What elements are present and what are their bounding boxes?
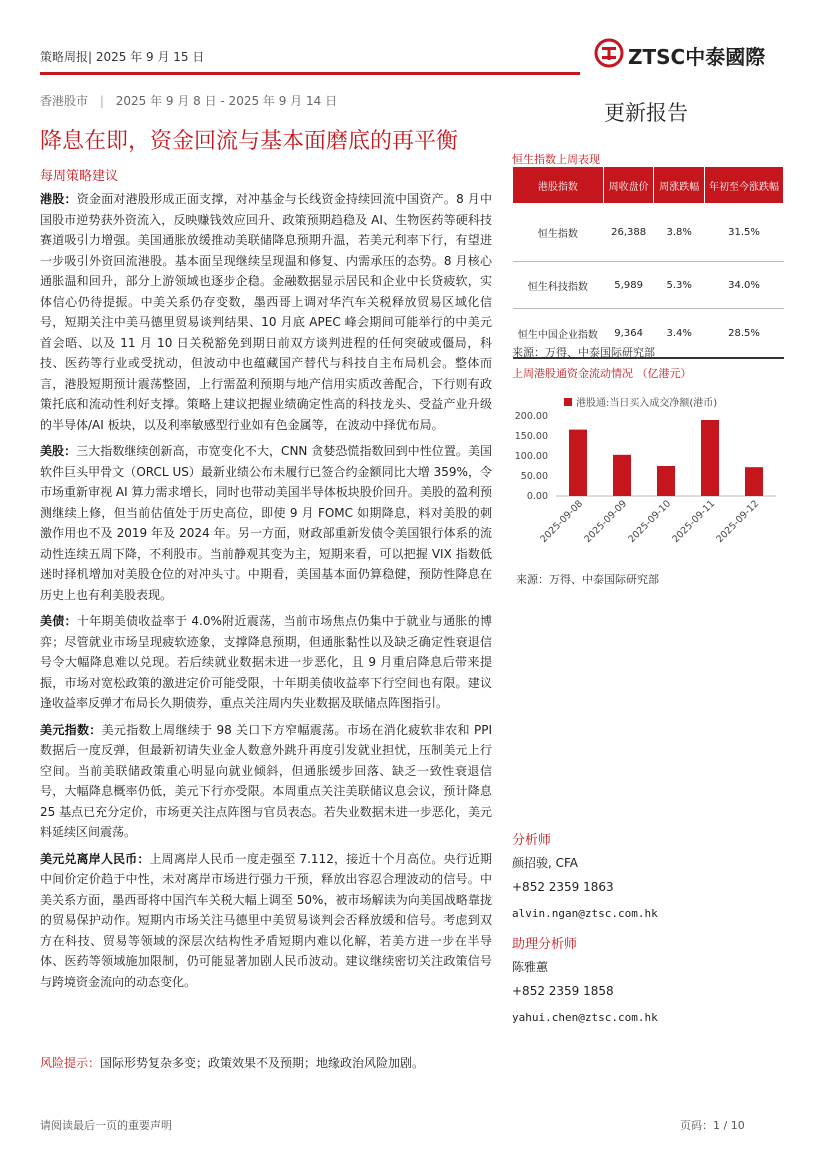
bar: [745, 467, 763, 496]
assistant-analyst-email[interactable]: yahui.chen@ztsc.com.hk: [512, 1011, 658, 1024]
section-heading: 每周策略建议: [40, 169, 119, 184]
market-label: 香港股市: [40, 94, 89, 108]
legend-swatch: [564, 398, 572, 406]
company-logo: [594, 38, 784, 70]
paragraph-usdcnh: [40, 849, 492, 993]
header-divider: [40, 72, 580, 75]
table-cell: 5,989: [603, 262, 654, 309]
flow-chart: [512, 386, 786, 572]
x-tick-label: 2025-09-09: [582, 498, 630, 546]
x-tick-label: 2025-09-12: [714, 498, 762, 546]
y-tick-label: 200.00: [514, 411, 548, 422]
table-cell: 31.5%: [705, 204, 784, 262]
strategy-body: [40, 189, 492, 998]
table-cell: 3.8%: [654, 204, 705, 262]
analyst-name: 颜招骏, CFA: [512, 856, 579, 870]
x-tick-label: 2025-09-08: [538, 498, 586, 546]
paragraph-text: 十年期美债收益率于 4.0%附近震荡，当前市场焦点仍集中于就业与通胀的博弈；尽管就业市场呈现疲软迹象，支撑降息预期，但通胀黏性以及缺乏确定性衰退信号令大幅降息难以兑现。若后续就业数据未进一步恶化，且 9 月重启降息后带来提振，市场对宽松政策的激进定价可能受限，十年期美债收益率下行空间也有限。建议逢收益率反弹才布局长久期债券，重点关注周内失业数据及联储点阵图指引。: [40, 614, 492, 710]
table-cell: 34.0%: [705, 262, 784, 309]
index-table: [512, 166, 784, 359]
y-tick-label: 50.00: [520, 471, 548, 482]
paragraph-text: 三大指数继续创新高，市宽变化不大，CNN 贪婪恐慌指数回到中性位置。美国软件巨头甲骨文（ORCL US）最新业绩公布未履行已签合约金额同比大增 359%，令市场重新审视 AI 算力需求增长，同时也带动美国半导体板块股价回升。美股的盈利预测继续上修，但当前估值处于历史高位，即使 9 月 FOMC 如期降息，料对美股的刺激作用也不及 2019 年及 2024 年。另一方面，财政部重新发债令美国银行体系的流动性连续五周下降，不利股市。当前静观其变为主，短期来看，可以把握 VIX 指数低迷时择机增加对美股仓位的对冲头寸。中期看，美国基本面仍算稳健，预防性降息在历史上也有利美股表现。: [40, 444, 492, 602]
footer-disclaimer: 请阅读最后一页的重要声明: [40, 1119, 172, 1132]
table-header: 港股指数: [513, 167, 604, 204]
table-row: [513, 204, 784, 262]
paragraph-lead: 美元兑离岸人民币：: [40, 851, 150, 866]
index-table-label: 恒生指数上周表现: [512, 153, 600, 166]
report-type: 更新报告: [604, 101, 688, 125]
y-tick-label: 100.00: [514, 451, 548, 462]
risk-label: 风险提示：: [40, 1056, 101, 1070]
index-table-wrapper: [512, 166, 784, 359]
paragraph-lead: 美股：: [40, 444, 77, 458]
table-row: [513, 262, 784, 309]
assistant-analyst-role: 助理分析师: [512, 937, 578, 952]
bar: [701, 420, 719, 496]
assistant-analyst-name: 陈雅蕙: [512, 960, 549, 974]
table-cell: 3.4%: [654, 309, 705, 359]
y-tick-label: 0.00: [526, 491, 548, 502]
paragraph-lead: 港股：: [40, 192, 77, 206]
paragraph-lead: 美债：: [40, 614, 77, 628]
bar: [657, 466, 675, 496]
table-cell: 恒生中国企业指数: [513, 309, 604, 359]
period-separator: |: [99, 94, 104, 108]
page-number: 页码：1 / 10: [680, 1119, 745, 1132]
assistant-analyst-phone: +852 2359 1858: [512, 984, 614, 998]
table-cell: 26,388: [603, 204, 654, 262]
risk-warning: [40, 1054, 424, 1071]
analyst-phone: +852 2359 1863: [512, 880, 614, 894]
x-tick-label: 2025-09-10: [626, 498, 674, 546]
flow-chart-label: 上周港股通资金流动情况 （亿港元）: [512, 367, 692, 380]
report-header-date: 策略周报| 2025 年 9 月 15 日: [40, 50, 205, 64]
paragraph-us-bonds: [40, 611, 492, 714]
paragraph-hk: [40, 189, 492, 435]
page-title: 降息在即，资金回流与基本面磨底的再平衡: [40, 129, 459, 154]
analyst-email[interactable]: alvin.ngan@ztsc.com.hk: [512, 907, 658, 920]
report-period: [40, 92, 337, 109]
table-header-row: [513, 167, 784, 204]
logo-text: ZTSC中泰國際: [628, 45, 766, 69]
logo-emblem-icon: [594, 38, 624, 68]
table-cell: 恒生指数: [513, 204, 604, 262]
table-header: 年初至今涨跌幅: [705, 167, 784, 204]
bar: [569, 430, 587, 496]
chart-source: 来源：万得、中泰国际研究部: [516, 573, 659, 586]
paragraph-dollar-index: [40, 720, 492, 843]
paragraph-text: 资金面对港股形成正面支撑，对冲基金与长线资金持续回流中国资产。8 月中国股市逆势获外资流入，反映赚钱效应回升、政策预期趋稳及 AI、生物医药等硬科技赛道吸引力增强。美国通胀放缓推动美联储降息预期升温，若美元利率下行，有望进一步吸引外资回流港股。基本面呈现继续呈现温和修复、内需承压的态势。8 月核心通胀温和回升，部分上游领域也逐步企稳。金融数据显示居民和企业中长贷疲软，实体信心仍待提振。中美关系仍存变数，墨西哥上调对华汽车关税释放贸易区域化信号，短期关注中美马德里贸易谈判结果、10 月底 APEC 峰会期间可能举行的中美元首会晤、以及 11 月 10 日关税豁免到期日前双方谈判进程的任何突破或僵局，科技、医药等行业或受扰动，但波动中也蕴藏国产替代与科技自主布局机会。整体而言，港股短期预计震荡整固，上行需盈利预期与地产信用实质改善配合，下行则有政策托底和流动性利好支撑。策略上建议把握业绩确定性高的科技龙头、受益产业升级的半导体/AI 板块，以及利率敏感型行业如有色金属等，在波动中择优布局。: [40, 192, 492, 432]
paragraph-us-stocks: [40, 441, 492, 605]
x-tick-label: 2025-09-11: [670, 498, 718, 546]
table-cell: 5.3%: [654, 262, 705, 309]
legend-label: 港股通:当日买入成交净额(港币): [576, 398, 718, 409]
paragraph-text: 美元指数上周继续于 98 关口下方窄幅震荡。市场在消化疲软非农和 PPI 数据后一度反弹，但最新初请失业金人数意外跳升再度引发就业担忧，压制美元上行空间。当前美联储政策重心明显向就业倾斜，但通胀缓步回落、缺乏一致性衰退信号，大幅降息概率仍低，美元下行亦受限。本周重点关注美联储议息会议，预计降息 25 基点已充分定价，市场更关注点阵图与官员表态。若失业数据未进一步恶化，美元料延续区间震荡。: [40, 722, 492, 839]
table-cell: 恒生科技指数: [513, 262, 604, 309]
bar: [613, 455, 631, 496]
date-range: 2025 年 9 月 8 日 - 2025 年 9 月 14 日: [115, 94, 338, 108]
paragraph-lead: 美元指数：: [40, 722, 102, 737]
table-cell: 9,364: [603, 309, 654, 359]
table-header: 周收盘价: [603, 167, 654, 204]
y-tick-label: 150.00: [514, 431, 548, 442]
analyst-role: 分析师: [512, 833, 552, 848]
risk-text: 国际形势复杂多变；政策效果不及预期；地缘政治风险加剧。: [100, 1056, 425, 1070]
paragraph-text: 上周离岸人民币一度走强至 7.112，接近十个月高位。央行近期中间价定价趋于中性，未对离岸市场进行强力干预，释放出容忍合理波动的信号。中美关系方面，墨西哥将中国汽车关税大幅上调至 50%，被市场解读为向美国战略靠拢的贸易保护动作。短期内市场关注马德里中美贸易谈判会否释放缓和信号。考虑到双方在科技、贸易等领域的深层次结构性矛盾短期内难以化解，若美方进一步在半导体、医药等领域施加限制，仍可能显著加剧人民币波动。建议继续密切关注政策信号与跨境资金流向的动态变化。: [40, 851, 492, 989]
table-cell: 28.5%: [705, 309, 784, 359]
table-source: 来源：万得、中泰国际研究部: [512, 346, 655, 359]
table-header: 周涨跌幅: [654, 167, 705, 204]
